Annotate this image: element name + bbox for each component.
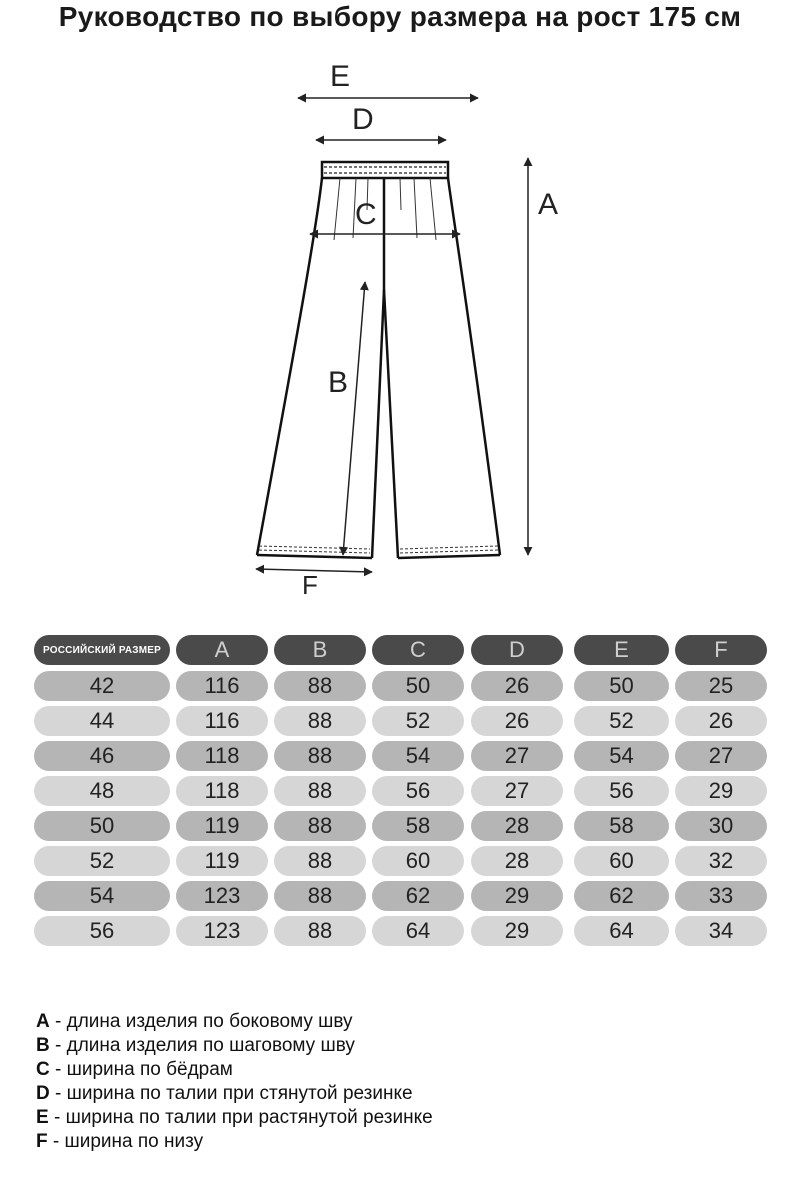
cell-f: 26	[675, 706, 767, 736]
cell-e: 62	[574, 881, 669, 911]
pants-drawing	[0, 50, 800, 610]
legend-key: F	[36, 1131, 48, 1152]
label-f: F	[302, 570, 318, 600]
cell-c: 52	[372, 706, 464, 736]
legend-text: - ширина по талии при стянутой резинке	[49, 1083, 413, 1104]
cell-f: 25	[675, 671, 767, 701]
label-c: C	[355, 198, 377, 231]
cell-c: 50	[372, 671, 464, 701]
header-e: E	[574, 635, 669, 665]
header-b: B	[274, 635, 366, 665]
cell-d: 28	[471, 811, 563, 841]
cell-size: 48	[34, 776, 170, 806]
cell-d: 29	[471, 881, 563, 911]
table-row	[34, 671, 770, 701]
cell-a: 116	[176, 671, 268, 701]
cell-e: 58	[574, 811, 669, 841]
label-b: B	[328, 366, 349, 399]
legend-item	[36, 1082, 433, 1106]
cell-d: 26	[471, 706, 563, 736]
legend-key: C	[36, 1059, 50, 1080]
page-title: Руководство по выбору размера на рост 175 см	[58, 1, 742, 32]
legend-key: A	[36, 1011, 50, 1032]
cell-f: 29	[675, 776, 767, 806]
cell-a: 118	[176, 776, 268, 806]
cell-size: 44	[34, 706, 170, 736]
cell-size: 56	[34, 916, 170, 946]
cell-e: 60	[574, 846, 669, 876]
label-a: A	[538, 188, 559, 221]
table-row	[34, 706, 770, 736]
table-row	[34, 811, 770, 841]
header-d: D	[471, 635, 563, 665]
cell-d: 27	[471, 776, 563, 806]
cell-c: 58	[372, 811, 464, 841]
header-c: C	[372, 635, 464, 665]
legend-item	[36, 1034, 433, 1058]
dim-arrow-b	[343, 282, 365, 555]
hem-stitch	[259, 546, 498, 553]
cell-a: 116	[176, 706, 268, 736]
cell-b: 88	[274, 811, 366, 841]
legend-text: - ширина по бёдрам	[49, 1059, 233, 1080]
cell-c: 54	[372, 741, 464, 771]
table-row	[34, 846, 770, 876]
legend-item	[36, 1058, 433, 1082]
cell-c: 62	[372, 881, 464, 911]
legend-key: E	[36, 1107, 49, 1128]
cell-a: 119	[176, 811, 268, 841]
cell-c: 60	[372, 846, 464, 876]
header-f: F	[675, 635, 767, 665]
cell-f: 34	[675, 916, 767, 946]
cell-d: 26	[471, 671, 563, 701]
cell-b: 88	[274, 881, 366, 911]
cell-f: 32	[675, 846, 767, 876]
cell-d: 27	[471, 741, 563, 771]
cell-size: 42	[34, 671, 170, 701]
cell-c: 56	[372, 776, 464, 806]
cell-f: 33	[675, 881, 767, 911]
cell-a: 119	[176, 846, 268, 876]
cell-d: 28	[471, 846, 563, 876]
cell-a: 123	[176, 916, 268, 946]
legend-item	[36, 1106, 433, 1130]
cell-size: 50	[34, 811, 170, 841]
pants-outline	[257, 162, 500, 558]
legend-item	[36, 1010, 433, 1034]
cell-e: 64	[574, 916, 669, 946]
cell-b: 88	[274, 671, 366, 701]
legend-key: B	[36, 1035, 50, 1056]
cell-e: 50	[574, 671, 669, 701]
header-russian-size: РОССИЙСКИЙ РАЗМЕР	[34, 635, 170, 665]
legend-text: - ширина по низу	[47, 1131, 204, 1152]
cell-f: 27	[675, 741, 767, 771]
cell-e: 52	[574, 706, 669, 736]
measurement-legend	[36, 1010, 433, 1154]
cell-f: 30	[675, 811, 767, 841]
cell-e: 56	[574, 776, 669, 806]
cell-size: 46	[34, 741, 170, 771]
cell-b: 88	[274, 776, 366, 806]
cell-d: 29	[471, 916, 563, 946]
table-row	[34, 881, 770, 911]
cell-size: 54	[34, 881, 170, 911]
cell-a: 123	[176, 881, 268, 911]
legend-text: - длина изделия по боковому шву	[49, 1011, 353, 1032]
legend-item	[36, 1130, 433, 1154]
size-table-header	[34, 635, 770, 665]
table-row	[34, 776, 770, 806]
header-a: A	[176, 635, 268, 665]
cell-b: 88	[274, 846, 366, 876]
cell-size: 52	[34, 846, 170, 876]
label-d: D	[352, 103, 374, 136]
label-e: E	[330, 60, 351, 93]
legend-text: - ширина по талии при растянутой резинке	[48, 1107, 433, 1128]
cell-b: 88	[274, 916, 366, 946]
table-row	[34, 741, 770, 771]
cell-e: 54	[574, 741, 669, 771]
cell-b: 88	[274, 741, 366, 771]
legend-key: D	[36, 1083, 50, 1104]
cell-b: 88	[274, 706, 366, 736]
table-row	[34, 916, 770, 946]
cell-c: 64	[372, 916, 464, 946]
pants-measurement-diagram	[0, 50, 800, 610]
cell-a: 118	[176, 741, 268, 771]
legend-text: - длина изделия по шаговому шву	[49, 1035, 355, 1056]
